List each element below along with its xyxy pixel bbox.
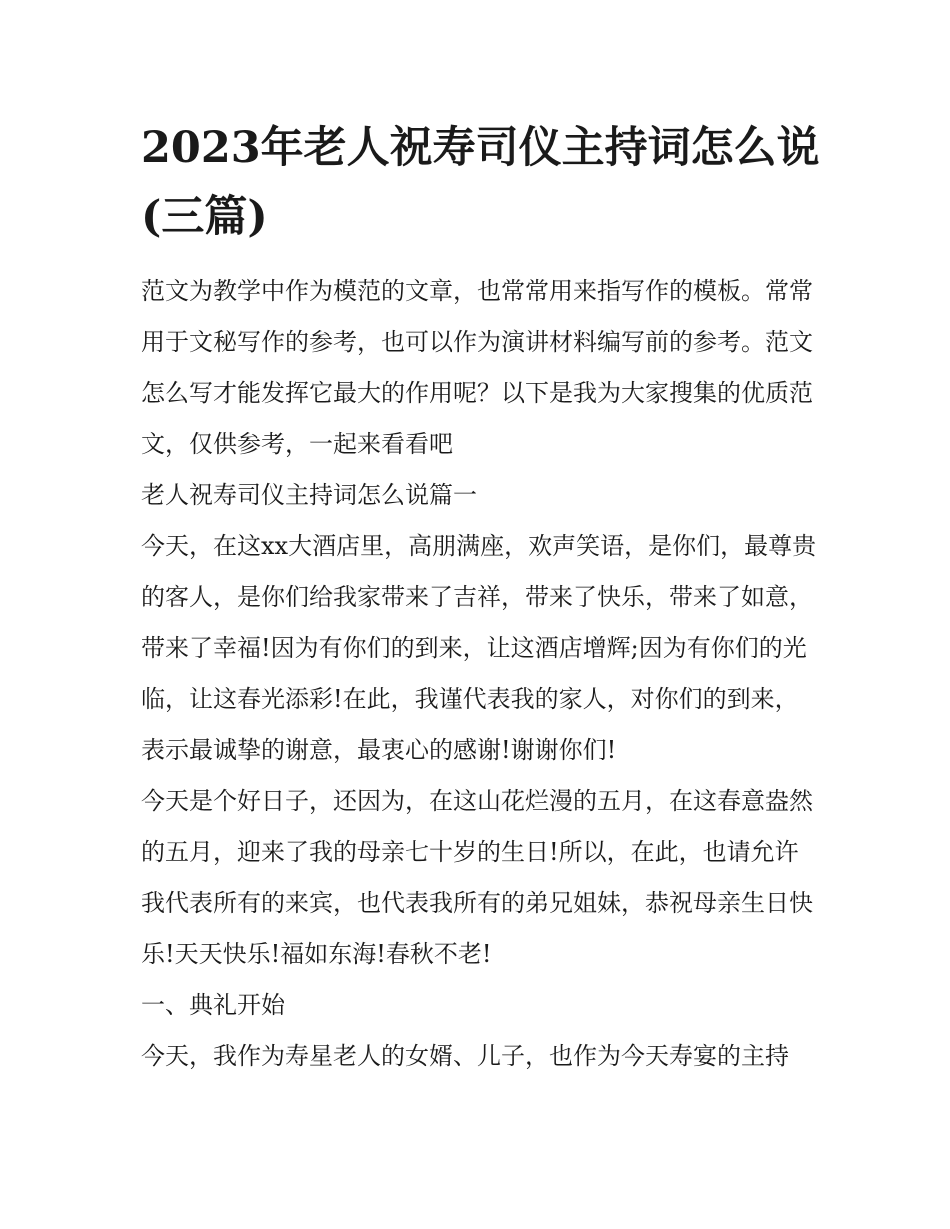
- document-title: 2023年老人祝寿司仪主持词怎么说(三篇): [141, 123, 820, 242]
- birthday-paragraph: 今天是个好日子，还因为，在这山花烂漫的五月，在这春意盎然的五月，迎来了我的母亲七十岁的生日!所以，在此，也请允许我代表所有的来宾，也代表我所有的弟兄姐妹，恭祝母亲生日快乐!天天快乐!福如东海!春秋不老!: [141, 787, 813, 968]
- section-heading-ceremony-start: 一、典礼开始: [141, 991, 285, 1019]
- host-intro-paragraph: 今天，我作为寿星老人的女婿、儿子，也作为今天寿宴的主持: [141, 1042, 789, 1070]
- welcome-paragraph: 今天，在这xx大酒店里，高朋满座，欢声笑语，是你们，最尊贵的客人，是你们给我家带来了吉祥，带来了快乐，带来了如意，带来了幸福!因为有你们的到来，让这酒店增辉;因为有你们的光临，让这春光添彩!在此，我谨代表我的家人，对你们的到来，表示最诚挚的谢意，最衷心的感谢!谢谢你们!: [141, 532, 817, 764]
- intro-paragraph: 范文为教学中作为模范的文章，也常常用来指写作的模板。常常用于文秘写作的参考，也可以作为演讲材料编写前的参考。范文怎么写才能发挥它最大的作用呢？以下是我为大家搜集的优质范文，仅供参考，一起来看看吧: [141, 277, 813, 458]
- document-content: [141, 114, 821, 1082]
- document-body: [141, 266, 821, 1082]
- section-heading-part-one: 老人祝寿司仪主持词怎么说篇一: [141, 481, 477, 509]
